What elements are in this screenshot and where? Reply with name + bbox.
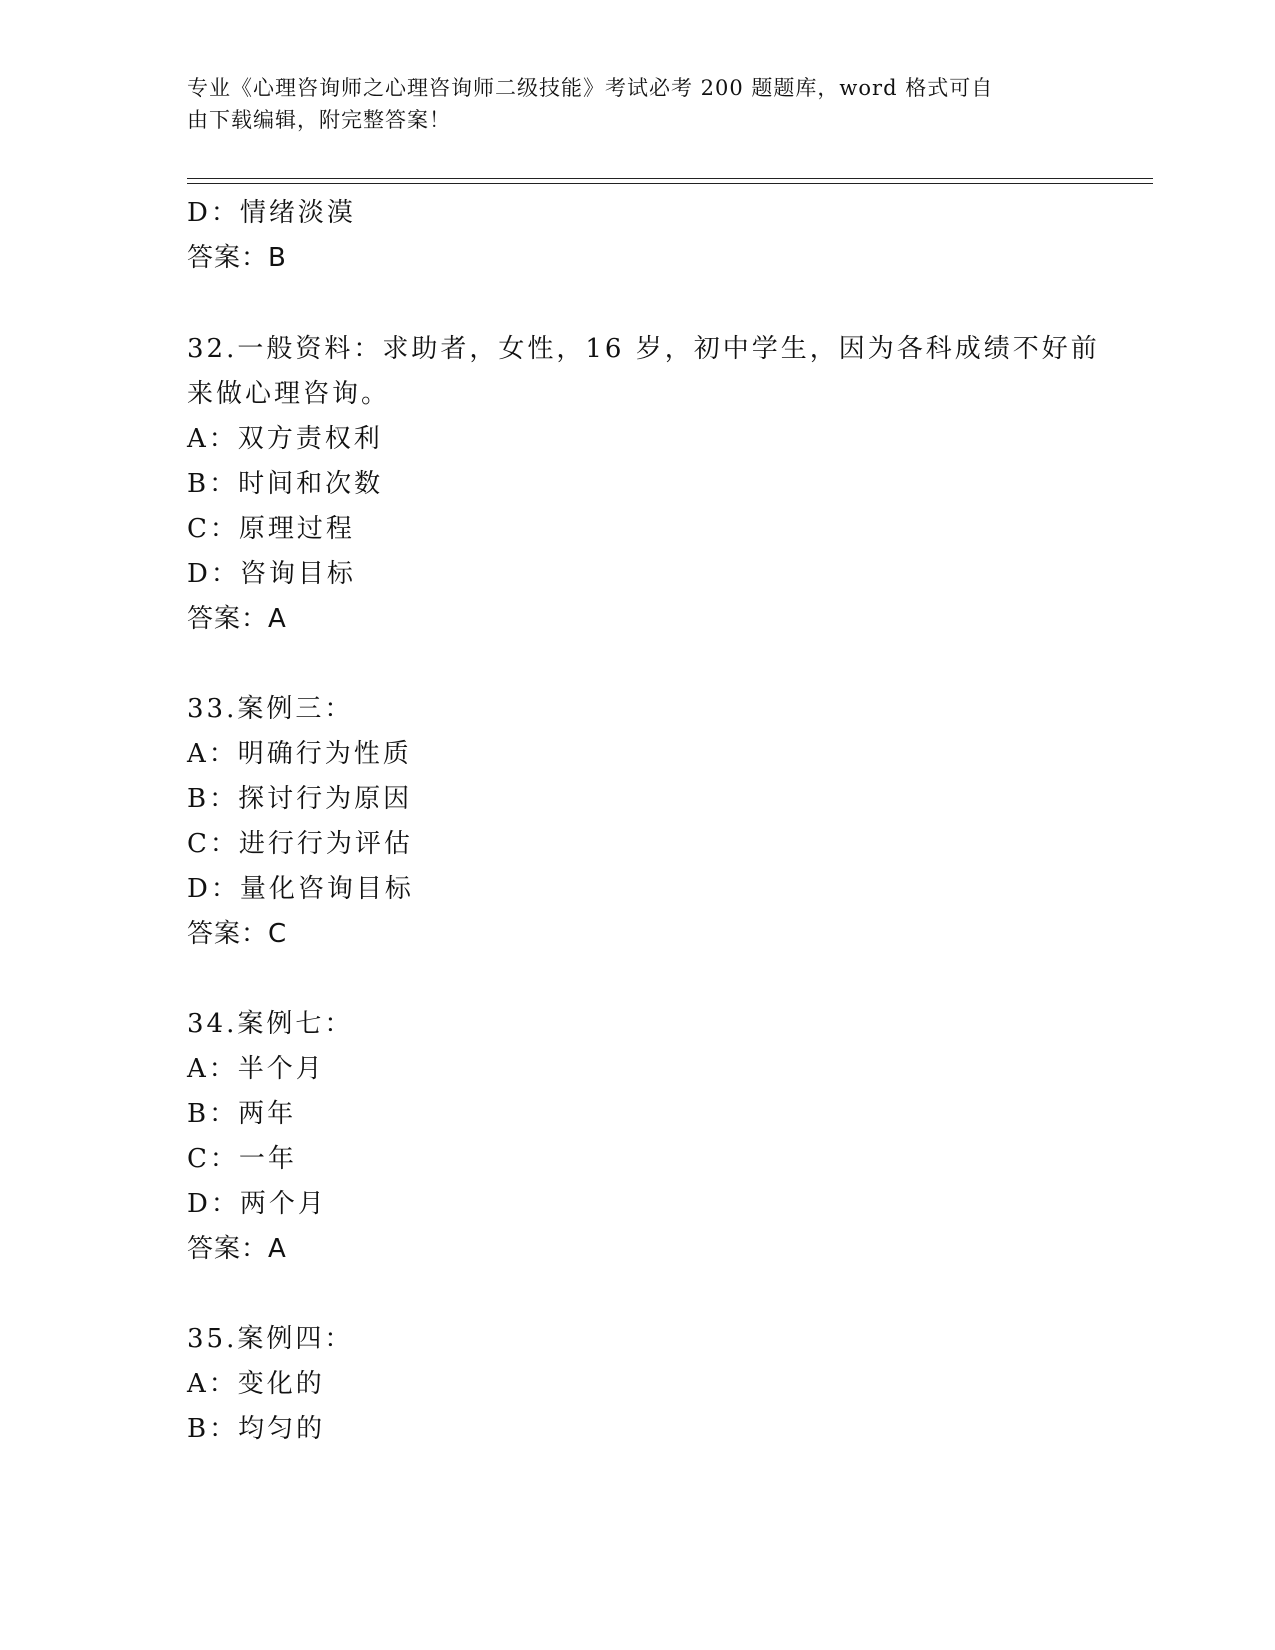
question-32-option-c: C：原理过程	[187, 514, 355, 544]
question-34-option-c: C：一年	[187, 1144, 297, 1174]
answer-line: 答案：B	[187, 243, 287, 273]
question-33-option-d: D：量化咨询目标	[187, 874, 414, 904]
header-divider-top	[187, 178, 1153, 179]
question-32-answer: 答案：A	[187, 604, 287, 634]
question-33-option-b: B：探讨行为原因	[187, 784, 413, 814]
question-34-option-d: D：两个月	[187, 1189, 327, 1219]
question-34-option-a: A：半个月	[187, 1054, 325, 1084]
question-33-stem: 33.案例三：	[187, 694, 354, 724]
question-33-option-c: C：进行行为评估	[187, 829, 413, 859]
header-line-1: 专业《心理咨询师之心理咨询师二级技能》考试必考 200 题题库，word 格式可自	[187, 76, 994, 100]
question-34-answer: 答案：A	[187, 1234, 287, 1264]
header-line-2: 由下载编辑，附完整答案！	[187, 108, 451, 132]
question-32-option-d: D：咨询目标	[187, 559, 356, 589]
question-32-stem-cont: 来做心理咨询。	[187, 379, 391, 409]
option-d: D：情绪淡漠	[187, 198, 356, 228]
question-35-option-a: A：变化的	[187, 1369, 325, 1399]
question-32-option-a: A：双方责权利	[187, 424, 383, 454]
document-header	[187, 72, 1067, 136]
question-35-stem: 35.案例四：	[187, 1324, 354, 1354]
question-35-option-b: B：均匀的	[187, 1414, 326, 1444]
question-32-option-b: B：时间和次数	[187, 469, 384, 499]
question-32-stem: 32.一般资料：求助者，女性，16 岁，初中学生，因为各科成绩不好前	[187, 334, 1100, 364]
question-34-stem: 34.案例七：	[187, 1009, 354, 1039]
question-33-answer: 答案：C	[187, 919, 288, 949]
header-divider-bottom	[187, 183, 1153, 184]
question-34-option-b: B：两年	[187, 1099, 297, 1129]
question-33-option-a: A：明确行为性质	[187, 739, 412, 769]
